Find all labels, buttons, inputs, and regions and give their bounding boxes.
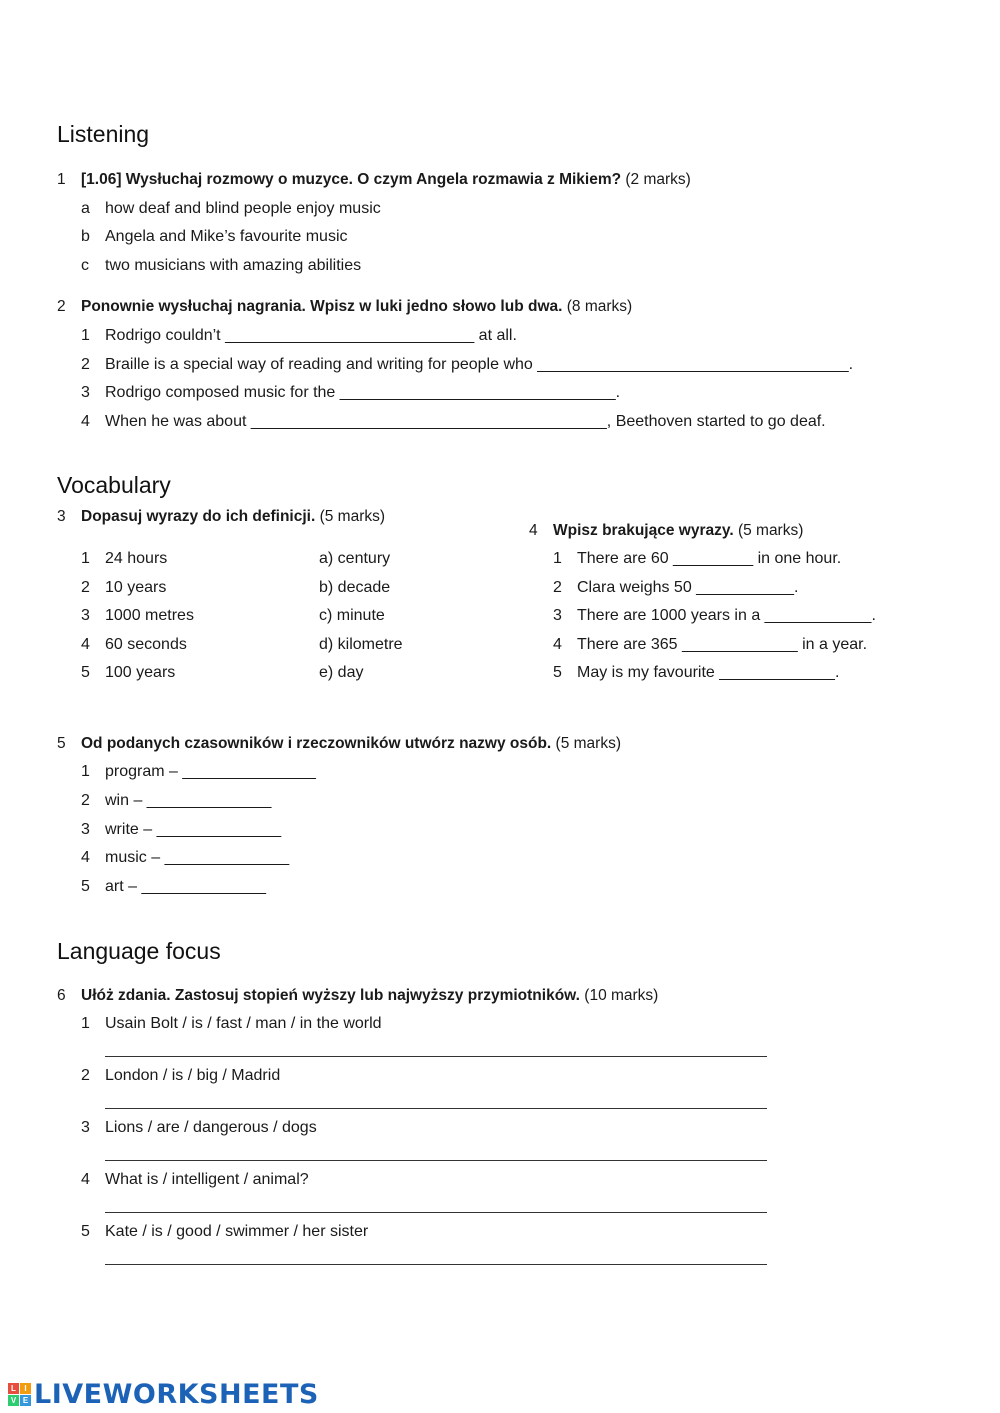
q3-text: Dopasuj wyrazy do ich definicji. bbox=[81, 508, 316, 525]
q5-marks: (5 marks) bbox=[555, 735, 621, 752]
q3-left-item: 1 24 hours bbox=[81, 550, 168, 567]
q4-item[interactable]: 1 There are 60 _________ in one hour. bbox=[553, 550, 842, 567]
logo-blocks-icon: L I V E bbox=[8, 1383, 31, 1406]
q3-marks: (5 marks) bbox=[319, 508, 386, 525]
q2-text: Ponownie wysłuchaj nagrania. Wpisz w luki jedno słowo lub dwa. bbox=[81, 298, 563, 315]
q4-item[interactable]: 5 May is my favourite _____________. bbox=[553, 664, 840, 681]
q2-item[interactable]: 1 Rodrigo couldn’t ____________________________ at all. bbox=[81, 327, 517, 344]
q5-item[interactable]: 2 win – ______________ bbox=[81, 792, 272, 809]
q6-item: 2 London / is / big / Madrid bbox=[81, 1067, 281, 1084]
q5-text: Od podanych czasowników i rzeczowników utwórz nazwy osób. bbox=[81, 735, 552, 752]
q6-item: 4 What is / intelligent / animal? bbox=[81, 1171, 309, 1188]
q5-item[interactable]: 5 art – ______________ bbox=[81, 878, 267, 895]
q6-answer-line[interactable] bbox=[105, 1108, 767, 1109]
q2-item[interactable]: 2 Braille is a special way of reading and writing for people who ___________________________________. bbox=[81, 356, 854, 373]
q5-instruction bbox=[57, 735, 621, 753]
q3-left-item: 5 100 years bbox=[81, 664, 176, 681]
q3-left-item: 4 60 seconds bbox=[81, 636, 187, 653]
q4-marks: (5 marks) bbox=[737, 522, 804, 539]
q1-instruction bbox=[57, 171, 691, 189]
vocabulary-heading: Vocabulary bbox=[57, 472, 171, 498]
q6-item: 5 Kate / is / good / swimmer / her sister bbox=[81, 1223, 369, 1240]
q5-item[interactable]: 1 program – _______________ bbox=[81, 763, 316, 780]
q1-marks: (2 marks) bbox=[625, 171, 691, 188]
q1-option: a how deaf and blind people enjoy music bbox=[81, 200, 381, 217]
q3-right-item: d) kilometre bbox=[319, 636, 403, 653]
q3-number: 3 bbox=[57, 508, 66, 525]
q3-left-item: 2 10 years bbox=[81, 579, 167, 596]
q3-instruction bbox=[57, 508, 385, 526]
logo-text: LIVEWORKSHEETS bbox=[34, 1378, 319, 1410]
q6-number: 6 bbox=[57, 987, 66, 1004]
q4-item[interactable]: 3 There are 1000 years in a ____________. bbox=[553, 607, 876, 624]
q6-answer-line[interactable] bbox=[105, 1264, 767, 1265]
q1-option: c two musicians with amazing abilities bbox=[81, 257, 362, 274]
q4-text: Wpisz brakujące wyrazy. bbox=[553, 522, 734, 539]
q4-item[interactable]: 4 There are 365 _____________ in a year. bbox=[553, 636, 868, 653]
q6-marks: (10 marks) bbox=[584, 987, 659, 1004]
q5-number: 5 bbox=[57, 735, 66, 752]
q3-right-item: c) minute bbox=[319, 607, 385, 624]
q2-instruction bbox=[57, 298, 632, 316]
q3-right-item: b) decade bbox=[319, 579, 391, 596]
q2-item[interactable]: 4 When he was about ________________________________________, Beethoven started to go deaf. bbox=[81, 413, 826, 430]
q6-instruction bbox=[57, 987, 658, 1005]
q1-text: [1.06] Wysłuchaj rozmowy o muzyce. O czym Angela rozmawia z Mikiem? bbox=[81, 171, 622, 188]
language-focus-heading: Language focus bbox=[57, 938, 221, 964]
q6-text: Ułóż zdania. Zastosuj stopień wyższy lub najwyższy przymiotników. bbox=[81, 987, 580, 1004]
q2-marks: (8 marks) bbox=[566, 298, 633, 315]
q6-answer-line[interactable] bbox=[105, 1160, 767, 1161]
q1-number: 1 bbox=[57, 171, 66, 188]
q3-right-item: e) day bbox=[319, 664, 364, 681]
q6-answer-line[interactable] bbox=[105, 1212, 767, 1213]
listening-heading: Listening bbox=[57, 121, 150, 147]
q3-left-item: 3 1000 metres bbox=[81, 607, 194, 624]
q3-right-item: a) century bbox=[319, 550, 391, 567]
q2-number: 2 bbox=[57, 298, 66, 315]
q4-instruction bbox=[529, 522, 803, 540]
q6-item: 3 Lions / are / dangerous / dogs bbox=[81, 1119, 317, 1136]
q1-option: b Angela and Mike’s favourite music bbox=[81, 228, 348, 245]
q2-item[interactable]: 3 Rodrigo composed music for the _______________________________. bbox=[81, 384, 621, 401]
q4-number: 4 bbox=[529, 522, 538, 539]
q5-item[interactable]: 3 write – ______________ bbox=[81, 821, 282, 838]
q6-item: 1 Usain Bolt / is / fast / man / in the world bbox=[81, 1015, 382, 1032]
q4-item[interactable]: 2 Clara weighs 50 ___________. bbox=[553, 579, 799, 596]
liveworksheets-logo[interactable] bbox=[8, 1380, 319, 1408]
q6-answer-line[interactable] bbox=[105, 1056, 767, 1057]
q5-item[interactable]: 4 music – ______________ bbox=[81, 849, 290, 866]
